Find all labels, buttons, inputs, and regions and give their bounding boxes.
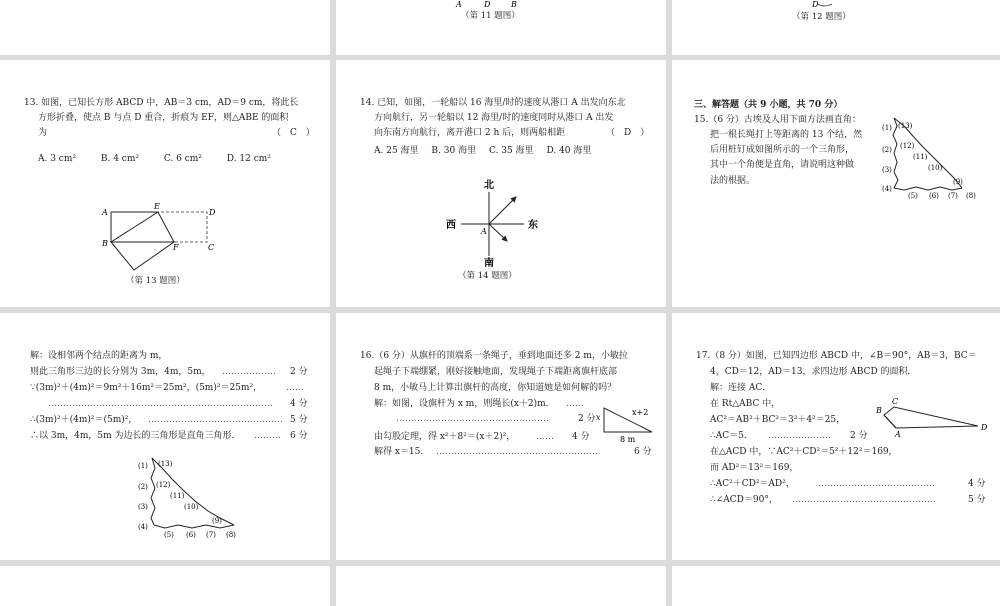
figure-16-flagpole: [336, 313, 666, 560]
fig11-label-b: B: [511, 0, 517, 9]
q15-sol-line5: ∴(3m)²＋(4m)²＝(5m)²，: [30, 415, 138, 425]
q16-sol-score2: 2 分: [578, 414, 596, 424]
q15-sol-dots3: ……: [286, 383, 304, 393]
sol-knot-2: (2): [138, 483, 148, 491]
sol-knot-13: (13): [158, 460, 173, 468]
q16-sol-line1: 解：如图，设旗杆为 x m，则绳长(x＋2)m．: [374, 399, 555, 409]
q17-sol-dots7: …………………………………: [818, 479, 935, 489]
figure-17-quadrilateral: [672, 313, 1000, 560]
compass-west: 西: [446, 220, 456, 231]
fig12-caption: （第 12 题图）: [792, 12, 851, 22]
figure-15-knot-triangle: [672, 60, 1000, 307]
knot-9: (9): [953, 178, 963, 186]
panel-q16: [336, 313, 666, 560]
panel-row4-right: [672, 566, 1000, 606]
panel-q15-solution: [0, 313, 330, 560]
q17-stem-line2: 4，CD＝12，AD＝13，求四边形 ABCD 的面积．: [710, 367, 917, 377]
knot-8: (8): [966, 192, 976, 200]
fig16-label-hyp: x+2: [632, 408, 649, 417]
fig17-label-c: C: [892, 397, 899, 406]
knot-13: (13): [898, 122, 913, 130]
panel-q14: [336, 60, 666, 307]
knot-12: (12): [900, 142, 915, 150]
knot-1: (1): [882, 124, 892, 132]
q16-sol-dots3: ……: [536, 432, 554, 442]
compass-south: 南: [484, 258, 494, 269]
q14-option-a: A. 25 海里: [374, 146, 419, 156]
fig13-label-d: D: [209, 208, 216, 217]
q17-sol-score8: 5 分: [968, 495, 986, 505]
fig13-caption: （第 13 题图）: [126, 276, 185, 286]
q15-sol-score2: 2 分: [290, 367, 308, 377]
q17-sol-line3: AC²＝AB²＋BC²＝3²＋4²＝25，: [710, 415, 846, 425]
q15-sol-dots2: ………………: [222, 367, 276, 377]
q16-sol-line3: 由勾股定理，得 x²＋8²＝(x＋2)²，: [374, 432, 516, 442]
sol-knot-3: (3): [138, 503, 148, 511]
knot-6: (6): [929, 192, 939, 200]
sol-knot-1: (1): [138, 462, 148, 470]
figure-13: [0, 60, 330, 307]
q17-sol-line4: ∴AC＝5．: [710, 431, 753, 441]
knot-2: (2): [882, 146, 892, 154]
q14-stem-line3: 向东南方向航行，离开港口 2 h 后，则两船相距: [374, 128, 566, 138]
q14-option-c: C. 35 海里: [488, 146, 534, 156]
knot-4: (4): [882, 185, 892, 193]
q15-stem-line2: 把一根长绳打上等距离的 13 个结，然: [710, 130, 863, 140]
q14-stem-line2: 方向航行，另一轮船以 12 海里/时的速度同时从港口 A 出发: [374, 113, 614, 123]
panel-q17: [672, 313, 1000, 560]
panel-row1-left: [0, 0, 330, 55]
q15-stem-line3: 后用桩钉成如图所示的一个三角形，: [710, 145, 855, 155]
q17-stem-line1: 17.（8 分）如图，已知四边形 ABCD 中，∠B＝90°，AB＝3，BC＝: [696, 351, 977, 361]
q13-option-b: B. 4 cm²: [100, 154, 139, 164]
q13-answer: （ C ）: [272, 128, 315, 138]
q17-sol-line8: ∴∠ACD＝90°，: [710, 495, 778, 505]
panel-row1-middle: [336, 0, 666, 55]
fig14-caption: （第 14 题图）: [458, 271, 517, 281]
fig17-label-d: D: [981, 423, 988, 432]
q14-answer: （ D ）: [606, 128, 650, 138]
q16-stem-line1: 16.（6 分）从旗杆的顶端系一条绳子，垂到地面还多 2 m，小敏拉: [360, 351, 628, 361]
q15-sol-score4: 4 分: [290, 399, 308, 409]
q17-sol-score7: 4 分: [968, 479, 986, 489]
q13-option-d: D. 12 cm²: [226, 154, 271, 164]
q13-option-a: A. 3 cm²: [38, 154, 76, 164]
q15-stem-line5: 法的根据。: [710, 176, 756, 186]
q15-sol-dots6: ………: [254, 431, 281, 441]
sol-knot-6: (6): [186, 531, 196, 539]
sol-knot-10: (10): [184, 503, 199, 511]
panel-q15: [672, 60, 1000, 307]
q15-sol-dots4: …………………………………………………………………: [48, 399, 273, 409]
fig13-label-b: B: [102, 239, 108, 248]
q16-stem-line2: 起绳子下端绷紧，刚好接触地面，发现绳子下端距离旗杆底部: [374, 367, 618, 377]
q15-sol-score6: 6 分: [290, 431, 308, 441]
q13-stem-line1: 13. 如图，已知长方形 ABCD 中，AB＝3 cm，AD＝9 cm，将此长: [24, 98, 299, 108]
q13-stem-line3: 为: [38, 128, 48, 138]
q16-sol-score3: 4 分: [572, 432, 590, 442]
q15-sol-line6: ∴以 3m，4m，5m 为边长的三角形是直角三角形．: [30, 431, 241, 441]
q17-sol-line7: ∴AC²＋CD²＝AD²，: [710, 479, 795, 489]
sol-knot-7: (7): [206, 531, 216, 539]
knot-5: (5): [908, 192, 918, 200]
q16-sol-score4: 6 分: [634, 447, 652, 457]
q15-stem-line1: 15.（6 分）古埃及人用下面方法画直角：: [694, 115, 861, 125]
q15-sol-line3: ∵(3m)²＋(4m)²＝9m²＋16m²＝25m²，(5m)²＝25m²，: [30, 383, 263, 393]
q17-sol-line1: 解：连接 AC．: [710, 383, 772, 393]
figure-12-fragment: [672, 0, 1000, 55]
q15-stem-line4: 其中一个角便是直角，请说明这种做: [710, 160, 855, 170]
q17-sol-line5: 在△ACD 中，∵AC²＋CD²＝5²＋12²＝169，: [710, 447, 898, 457]
sol-knot-9: (9): [212, 517, 222, 525]
sol-knot-11: (11): [170, 492, 185, 500]
sol-knot-5: (5): [164, 531, 174, 539]
fig16-label-x: x: [596, 413, 601, 422]
panel-q13: [0, 60, 330, 307]
knot-3: (3): [882, 166, 892, 174]
q17-sol-score4: 2 分: [850, 431, 868, 441]
compass-east: 东: [528, 220, 538, 231]
fig16-label-base: 8 m: [620, 435, 636, 444]
fig11-caption: （第 11 题图）: [461, 11, 520, 21]
q13-stem-line2: 方形折叠，使点 B 与点 D 重合，折痕为 EF，则△ABE 的面积: [38, 113, 289, 123]
panel-row4-middle: [336, 566, 666, 606]
fig13-label-e: E: [154, 202, 160, 211]
fig13-label-f: F: [173, 243, 179, 252]
fig13-label-a: A: [102, 208, 108, 217]
panel-row1-right: [672, 0, 1000, 55]
q14-option-d: D. 40 海里: [546, 146, 592, 156]
q17-sol-dots4: …………………: [768, 431, 831, 441]
q14-stem-line1: 14. 已知，如图，一轮船以 16 海里/时的速度从港口 A 出发向东北: [360, 98, 626, 108]
q16-sol-dots1: ……: [566, 399, 584, 409]
q17-sol-dots8: …………………………………………: [792, 495, 936, 505]
fig17-label-a: A: [895, 430, 901, 439]
q15-sol-dots5: ………………………………………: [148, 415, 283, 425]
q15-sol-line1: 解：设相邻两个结点的距离为 m，: [30, 351, 168, 361]
q16-sol-dots2: ……………………………………………: [396, 414, 549, 424]
q13-option-c: C. 6 cm²: [163, 154, 202, 164]
solution-knot-triangle: [0, 313, 330, 560]
q16-stem-line3: 8 m，小敏马上计算出旗杆的高度，你知道她是如何解的吗？: [374, 383, 617, 393]
q15-sol-line2: 则此三角形三边的长分别为 3m，4m，5m，: [30, 367, 211, 377]
q16-sol-line4: 解得 x＝15．: [374, 447, 430, 457]
panel-row4-left: [0, 566, 330, 606]
compass-origin: A: [481, 227, 487, 236]
compass-north: 北: [484, 180, 494, 191]
q15-sol-score5: 5 分: [290, 415, 308, 425]
knot-11: (11): [913, 153, 928, 161]
sol-knot-8: (8): [226, 531, 236, 539]
fig12-label-d: D: [812, 0, 819, 9]
fig13-label-c: C: [208, 243, 215, 252]
q17-sol-line2: 在 Rt△ABC 中，: [710, 399, 781, 409]
fig17-label-b: B: [876, 406, 882, 415]
q16-sol-dots4: ………………………………………………: [436, 447, 598, 457]
fig11-label-a: A: [456, 0, 462, 9]
section3-heading: 三、解答题（共 9 小题，共 70 分）: [694, 100, 843, 110]
sol-knot-12: (12): [156, 481, 171, 489]
knot-7: (7): [948, 192, 958, 200]
knot-10: (10): [928, 164, 943, 172]
q17-sol-line6: 而 AD²＝13²＝169，: [710, 463, 799, 473]
fig11-label-d: D: [484, 0, 491, 9]
sol-knot-4: (4): [138, 523, 148, 531]
q14-option-b: B. 30 海里: [431, 146, 477, 156]
